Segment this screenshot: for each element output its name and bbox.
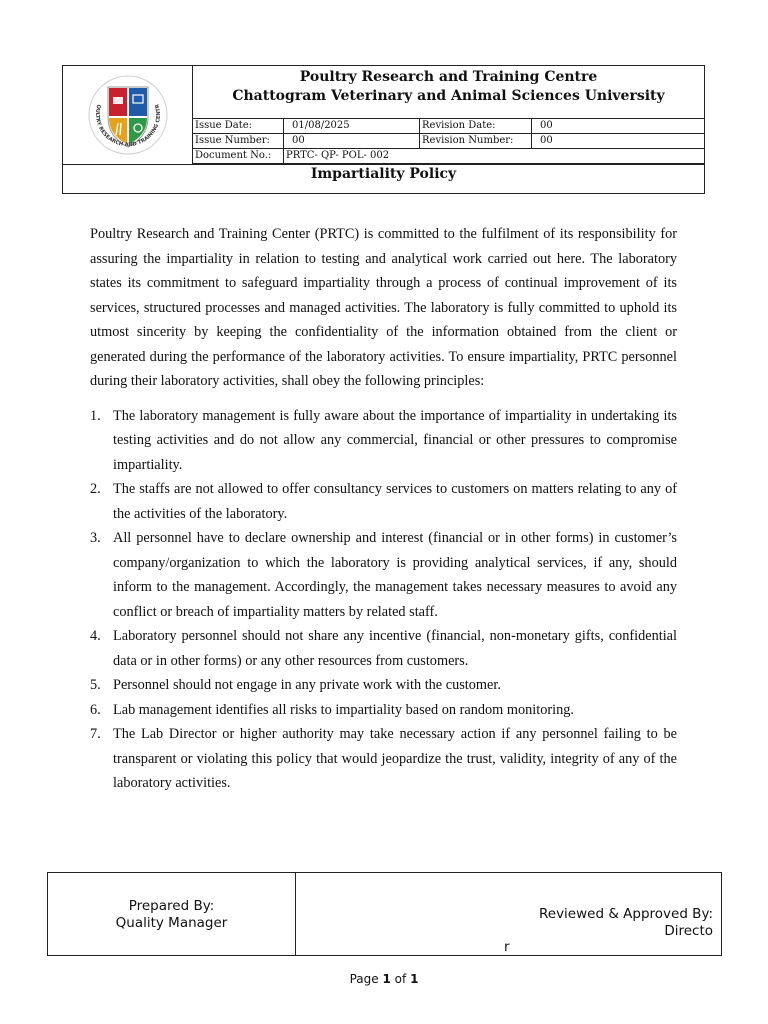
meta-row-issue-date bbox=[193, 118, 704, 133]
reviewed-by-value-wrap: r bbox=[504, 939, 510, 955]
document-no-label: Document No.: bbox=[195, 150, 272, 161]
list-item: 3. All personnel have to declare ownership and interest (financial or in other forms) in customer’s company/organization to which the laboratory is providing analytical services, if any, should inform to the management. Accordingly, the management takes necessary measures to avoid any conflict or breach of impartiality matters by related staff. bbox=[90, 530, 677, 620]
prepared-by-value: Quality Manager bbox=[115, 915, 228, 931]
list-item: 4. Laboratory personnel should not share any incentive (financial, non-monetary gifts, confidential data or in other forms) or any other resources from customers. bbox=[90, 628, 677, 669]
intro-paragraph: Poultry Research and Training Center (PRTC) is committed to the fulfilment of its responsibility for assuring the impartiality in relation to testing and analytical work carried out here. The laboratory states its commitment to safeguard impartiality through a process of continual improvement of its services, structured processes and managed activities. The laboratory is fully committed to uphold its utmost sincerity by keeping the confidentiality of the information obtained from the client or generated during the performance of the laboratory activities. To ensure impartiality, PRTC personnel during their laboratory activities, shall obey the following principles: bbox=[90, 226, 677, 389]
title-area bbox=[193, 66, 704, 118]
signature-table bbox=[47, 872, 722, 956]
prtc-logo-icon bbox=[86, 73, 170, 157]
logo-cell bbox=[63, 66, 193, 164]
page-number: Page 1 of 1 bbox=[349, 972, 419, 986]
list-item: 2. The staffs are not allowed to offer consultancy services to customers on matters relating to any of the activities of the laboratory. bbox=[90, 481, 677, 522]
document-header bbox=[62, 65, 705, 194]
document-no-value: PRTC- QP- POL- 002 bbox=[283, 149, 419, 163]
revision-date-value: 00 bbox=[531, 119, 704, 133]
list-item: 6. Lab management identifies all risks to impartiality based on random monitoring. bbox=[90, 701, 574, 718]
issue-number-label: Issue Number: bbox=[195, 135, 270, 146]
reviewed-by-value: Directo bbox=[664, 923, 713, 939]
meta-row-document-no bbox=[193, 148, 704, 164]
revision-date-label: Revision Date: bbox=[419, 119, 531, 133]
issue-date-value: 01/08/2025 bbox=[283, 119, 419, 133]
issue-date-label: Issue Date: bbox=[195, 120, 253, 131]
reviewed-approved-label: Reviewed & Approved By: bbox=[538, 906, 713, 922]
revision-number-value: 00 bbox=[531, 134, 704, 148]
list-item: 7. The Lab Director or higher authority may take necessary action if any personnel failing to be transparent or violating this policy that would jeopardize the trust, validity, integrity of any of the laboratory activities. bbox=[90, 726, 677, 791]
metadata-table bbox=[193, 118, 704, 164]
list-item: 1. The laboratory management is fully aware about the importance of impartiality in undertaking its testing activities and do not allow any commercial, financial or other pressures to compromise impartiality. bbox=[90, 407, 677, 473]
university-name: Chattogram Veterinary and Animal Sciences University bbox=[232, 88, 665, 104]
approved-by-cell bbox=[296, 873, 721, 955]
prepared-by-cell bbox=[48, 873, 296, 955]
revision-number-label: Revision Number: bbox=[419, 134, 531, 148]
prepared-by-label: Prepared By: bbox=[128, 898, 215, 914]
list-item: 5. Personnel should not engage in any private work with the customer. bbox=[90, 677, 501, 693]
meta-row-issue-number bbox=[193, 133, 704, 148]
policy-title: Impartiality Policy bbox=[63, 164, 704, 195]
principles-list bbox=[90, 404, 677, 796]
issue-number-value: 00 bbox=[283, 134, 419, 148]
org-name: Poultry Research and Training Centre bbox=[299, 69, 598, 85]
svg-text:POULTRY RESEARCH AND TRAINING: OULTRY RESEARCH AND TRAINING CENTR bbox=[93, 103, 162, 149]
policy-body bbox=[90, 222, 677, 796]
